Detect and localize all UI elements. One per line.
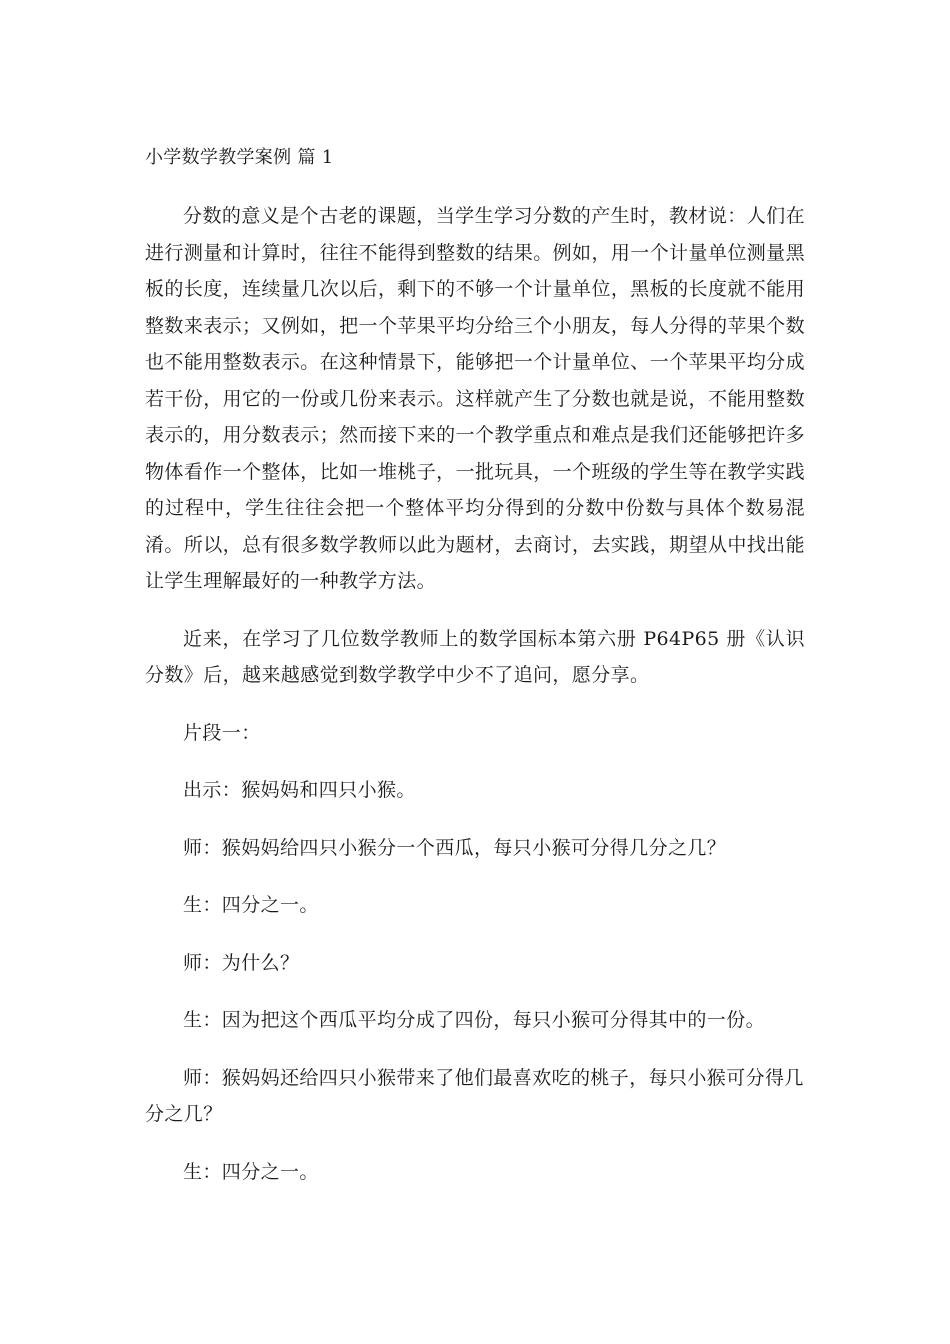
paragraph-recent: 近来，在学习了几位数学教师上的数学国标本第六册 P64P65 册《认识分数》后，越来越感觉到数学教学中少不了追问，愿分享。 xyxy=(145,627,805,686)
segment-heading: 片段一： xyxy=(183,721,261,744)
document-title: 小学数学教学案例 篇 1 xyxy=(145,147,334,168)
dialogue-line: 师：猴妈妈给四只小猴分一个西瓜，每只小猴可分得几分之几？ xyxy=(183,836,727,859)
dialogue-line: 出示：猴妈妈和四只小猴。 xyxy=(183,779,416,801)
dialogue-line: 师：猴妈妈还给四只小猴带来了他们最喜欢吃的桃子，每只小猴可分得几分之几？ xyxy=(145,1066,804,1125)
paragraph-intro: 分数的意义是个古老的课题，当学生学习分数的产生时，教材说：人们在进行测量和计算时，往往不能得到整数的结果。例如，用一个计量单位测量黑板的长度，连续量几次以后，剩下的不够一个计量单位，黑板的长度就不能用整数来表示；又例如，把一个苹果平均分给三个小朋友，每人分得的苹果个数也不能用整数表示。在这种情景下，能够把一个计量单位、一个苹果平均分成若干份，用它的一份或几份来表示。这样就产生了分数也就是说，不能用整数表示的，用分数表示；然而接下来的一个教学重点和难点是我们还能够把许多物体看作一个整体，比如一堆桃子，一批玩具，一个班级的学生等在教学实践的过程中，学生往往会把一个整体平均分得到的分数中份数与具体个数易混淆。所以，总有很多数学教师以此为题材，去商讨，去实践，期望从中找出能让学生理解最好的一种教学方法。 xyxy=(145,205,805,592)
dialogue-line: 生：因为把这个西瓜平均分成了四份，每只小猴可分得其中的一份。 xyxy=(183,1009,766,1031)
dialogue-line: 生：四分之一。 xyxy=(183,1160,319,1183)
document-page xyxy=(145,143,805,1211)
dialogue-line: 生：四分之一。 xyxy=(183,894,319,916)
dialogue-line: 师：为什么？ xyxy=(183,951,300,974)
